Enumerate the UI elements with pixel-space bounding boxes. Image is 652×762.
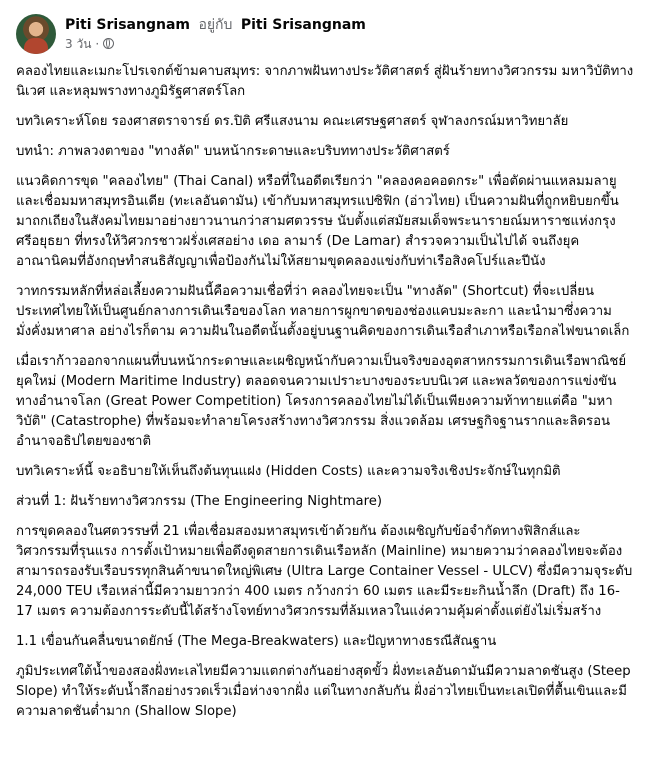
post-paragraph: วาทกรรมหลักที่หล่อเลี้ยงความฝันนี้คือความเชื่อที่ว่า คลองไทยจะเป็น "ทางลัด" (Shortcut) ที่จะเปลี่ยนประเทศไทยให้เป็นศูนย์กลางการเดินเรือของโลก ทลายการผูกขาดของช่องแคบมะละกา และนำมาซึ่งความมั่งคั่งมหาศาล อย่างไรก็ตาม ความฝันในอดีตนั้นตั้งอยู่บนฐานคิดของการเดินเรือสำเภาหรือเรือกลไฟขนาดเล็ก <box>16 284 630 339</box>
globe-icon[interactable] <box>103 38 114 49</box>
post-meta <box>65 16 366 53</box>
post-paragraph: แนวคิดการขุด "คลองไทย" (Thai Canal) หรือที่ในอดีตเรียกว่า "คลองคอคอดกระ" เพื่อตัดผ่านแหลมมลายูและเชื่อมมหาสมุทรอินเดีย (ทะเลอันดามัน) เข้ากับมหาสมุทรแปซิฟิก (อ่าวไทย) เป็นความฝันที่ถูกหยิบยกขึ้นมาถกเถียงในสังคมไทยมาอย่างยาวนานกว่าสามศตวรรษ นับตั้งแต่สมัยสมเด็จพระนารายณ์มหาราชแห่งกรุงศรีอยุธยา ที่ทรงให้วิศวกรชาวฝรั่งเศสอย่าง เดอ ลามาร์ (De Lamar) สำรวจความเป็นไปได้ จนถึงยุคอาณานิคมที่อังกฤษทำสนธิสัญญาเพื่อป้องกันไม่ให้สยามขุดคลองแข่งกับท่าเรือสิงคโปร์และปีนัง <box>16 174 619 269</box>
post-paragraph: ส่วนที่ 1: ฝันร้ายทางวิศวกรรม (The Engineering Nightmare) <box>16 494 383 509</box>
post-paragraph: คลองไทยและเมกะโปรเจกต์ข้ามคาบสมุทร: จากภาพฝันทางประวัติศาสตร์ สู่ฝันร้ายทางวิศวกรรม มหาวิบัติทางนิเวศ และหลุมพรางทางภูมิรัฐศาสตร์โลก <box>16 64 634 99</box>
author-name[interactable]: Piti Srisangnam <box>65 16 190 33</box>
post-subline <box>65 35 366 53</box>
post-timestamp[interactable]: 3 วัน <box>65 36 92 51</box>
post-header <box>16 12 366 56</box>
tagged-user[interactable]: Piti Srisangnam <box>240 16 366 33</box>
post-body <box>16 62 634 732</box>
post-paragraph: บทนำ: ภาพลวงตาของ "ทางลัด" บนหน้ากระดาษและบริบททางประวัติศาสตร์ <box>16 144 450 159</box>
separator-dot: · <box>95 36 100 51</box>
post-paragraph: 1.1 เขื่อนกันคลื่นขนาดยักษ์ (The Mega-Breakwaters) และปัญหาทางธรณีสัณฐาน <box>16 634 497 649</box>
post-paragraph: การขุดคลองในศตวรรษที่ 21 เพื่อเชื่อมสองมหาสมุทรเข้าด้วยกัน ต้องเผชิญกับข้อจำกัดทางฟิสิกส์และวิศวกรรมที่รุนแรง การตั้งเป้าหมายเพื่อดึงดูดสายการเดินเรือหลัก (Mainline) หมายความว่าคลองไทยจะต้องสามารถรองรับเรือบรรทุกสินค้าขนาดใหญ่พิเศษ (Ultra Large Container Vessel - ULCV) ซึ่งมีความจุระดับ 24,000 TEU เรือเหล่านี้มีความยาวกว่า 400 เมตร กว้างกว่า 60 เมตร และมีระยะกินน้ำลึก (Draft) ถึง 16-17 เมตร ความต้องการระดับนี้ได้สร้างโจทย์ทางวิศวกรรมที่ล้มเหลวในแง่ความคุ้มค่าตั้งแต่ยังไม่เริ่มสร้าง <box>16 524 633 619</box>
post-paragraph: บทวิเคราะห์โดย รองศาสตราจารย์ ดร.ปิติ ศรีแสงนาม คณะเศรษฐศาสตร์ จุฬาลงกรณ์มหาวิทยาลัย <box>16 114 569 129</box>
with-text: อยู่กับ <box>198 16 233 33</box>
post-paragraph: บทวิเคราะห์นี้ จะอธิบายให้เห็นถึงต้นทุนแฝง (Hidden Costs) และความจริงเชิงประจักษ์ในทุกมิติ <box>16 464 561 479</box>
author-line <box>65 16 366 35</box>
post-paragraph: เมื่อเราก้าวออกจากแผนที่บนหน้ากระดาษและเผชิญหน้ากับความเป็นจริงของอุตสาหกรรมการเดินเรือพาณิชย์ยุคใหม่ (Modern Maritime Industry) ตลอดจนความเปราะบางของระบบนิเวศ และพลวัตของการแข่งขันทางอำนาจโลก (Great Power Competition) โครงการคลองไทยไม่ได้เป็นเพียงความท้าทายแต่คือ "มหาวิบัติ" (Catastrophe) ที่พร้อมจะทำลายโครงสร้างทางวิศวกรรม สิ่งแวดล้อม เศรษฐกิจฐานรากและลิดรอนอำนาจอธิปไตยของชาติ <box>16 354 627 449</box>
post-paragraph: ภูมิประเทศใต้น้ำของสองฝั่งทะเลไทยมีความแตกต่างกันอย่างสุดขั้ว ฝั่งทะเลอันดามันมีความลาดชันสูง (Steep Slope) ทำให้ระดับน้ำลึกอย่างรวดเร็วเมื่อห่างจากฝั่ง แต่ในทางกลับกัน ฝั่งอ่าวไทยเป็นทะเลเปิดที่ตื้นเขินและมีความลาดชันต่ำมาก (Shallow Slope) <box>16 664 631 719</box>
author-avatar[interactable] <box>16 14 56 54</box>
